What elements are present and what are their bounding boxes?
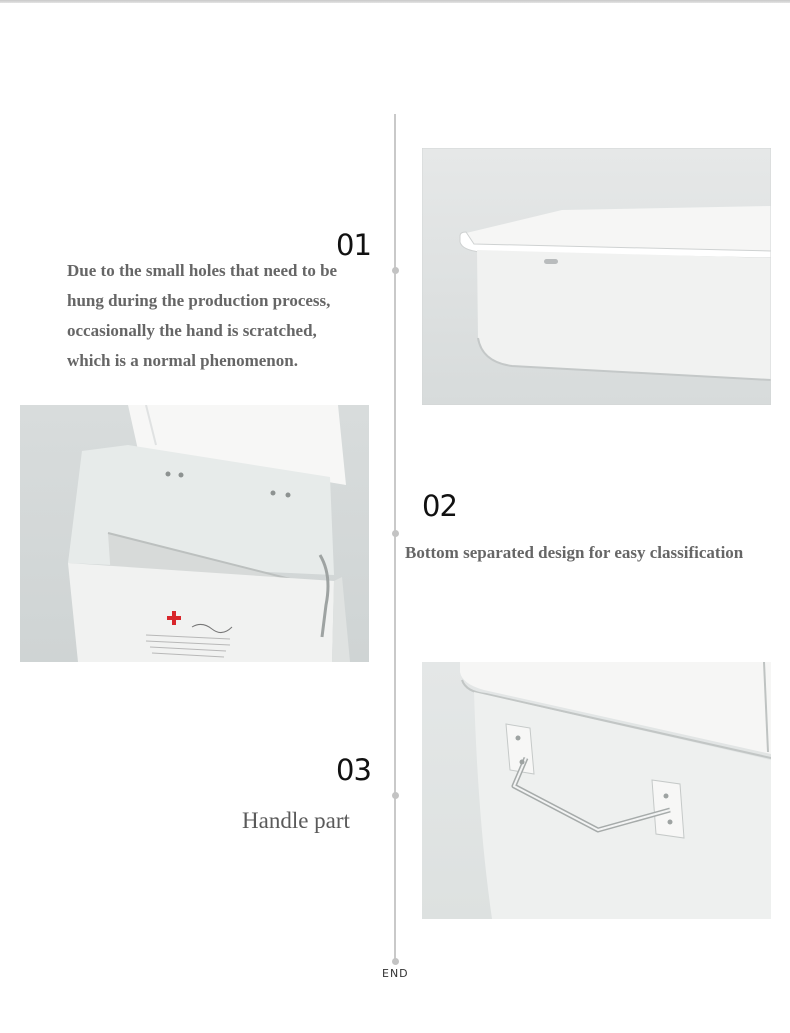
section-text-03: Handle part — [242, 808, 350, 833]
text-line: occasionally the hand is scratched, — [67, 321, 317, 340]
text-line: which is a normal phenomenon. — [67, 351, 298, 370]
open-box-photo — [20, 405, 369, 662]
section-text-01 — [67, 256, 387, 376]
section-number-01: 01 — [336, 228, 371, 262]
timeline-dot-02 — [392, 530, 399, 537]
top-border — [0, 0, 790, 3]
timeline-dot-01 — [392, 267, 399, 274]
timeline-dot-end — [392, 958, 399, 965]
handle-photo — [422, 662, 771, 919]
section-number-03: 03 — [336, 753, 371, 787]
text-line: Due to the small holes that need to be — [67, 261, 338, 280]
timeline-dot-03 — [392, 792, 399, 799]
open-box-illustration — [20, 405, 369, 662]
end-label: END — [382, 967, 409, 980]
tray-edge-illustration — [422, 148, 771, 405]
section-number-02: 02 — [422, 489, 457, 523]
timeline-line — [394, 114, 396, 962]
section-text-02: Bottom separated design for easy classification — [405, 543, 744, 562]
handle-illustration — [422, 662, 771, 919]
tray-edge-photo — [422, 148, 771, 405]
text-line: hung during the production process, — [67, 291, 331, 310]
